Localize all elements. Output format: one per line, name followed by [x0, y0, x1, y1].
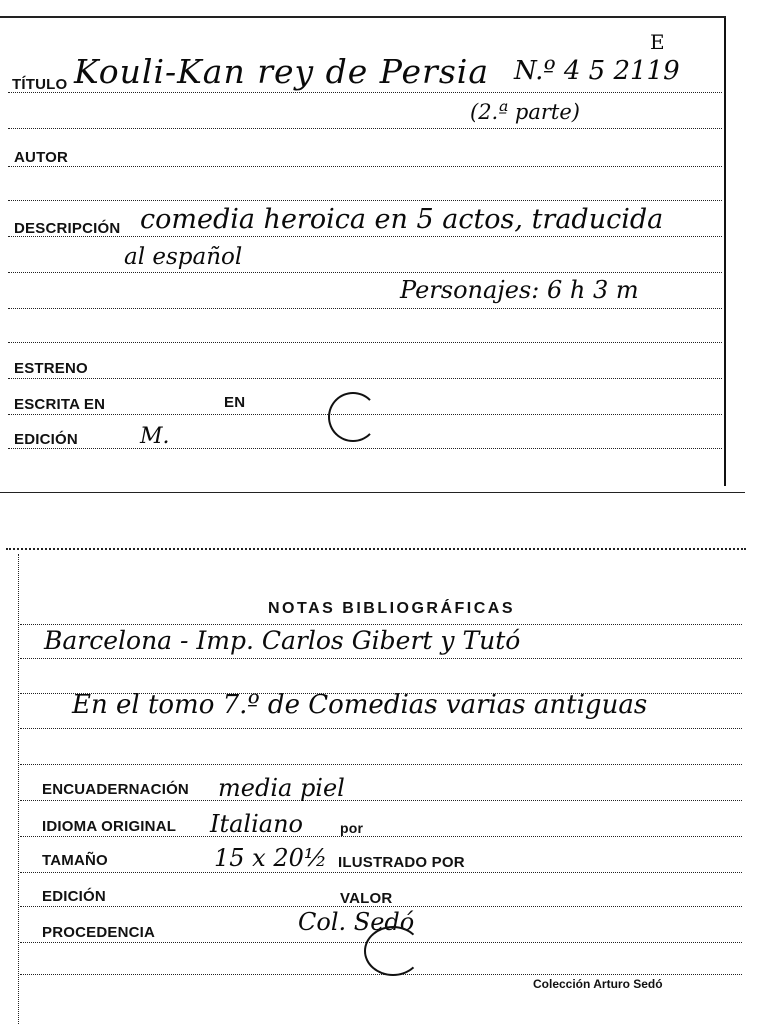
rule-line: [20, 658, 742, 659]
escrita-en-label: ESCRITA EN: [14, 396, 106, 413]
rule-line: [8, 448, 722, 449]
stamp-mark: [364, 926, 422, 976]
tamano-value: 15 x 20½: [214, 844, 328, 872]
idioma-label: IDIOMA ORIGINAL: [42, 818, 177, 835]
descripcion-line2: al español: [124, 244, 243, 270]
descripcion-line1: comedia heroica en 5 actos, traducida: [140, 204, 664, 235]
procedencia-label: PROCEDENCIA: [42, 924, 156, 941]
card-left-border: [18, 554, 19, 1024]
rule-line: [20, 836, 742, 837]
notas-heading: NOTAS BIBLIOGRÁFICAS: [268, 600, 516, 617]
rule-line: [20, 974, 742, 975]
notes-line1: Barcelona - Imp. Carlos Gibert y Tutó: [44, 626, 521, 655]
collection-credit: Colección Arturo Sedó: [533, 977, 663, 991]
stamp-mark: [328, 392, 378, 442]
personajes: Personajes: 6 h 3 m: [400, 276, 639, 304]
edicion-value: M.: [140, 424, 170, 449]
rule-line: [8, 308, 722, 309]
por-label: por: [340, 820, 364, 836]
ilustrado-label: ILUSTRADO POR: [338, 854, 465, 871]
rule-line: [20, 800, 742, 801]
idioma-value: Italiano: [210, 810, 303, 838]
card-right-border: [724, 18, 726, 486]
titulo-number: N.º 4 5 2119: [514, 56, 680, 86]
titulo-label: TÍTULO: [12, 76, 68, 93]
rule-line: [8, 200, 722, 201]
valor-label: VALOR: [340, 890, 393, 907]
descripcion-label: DESCRIPCIÓN: [14, 220, 121, 237]
edicion-label: EDICIÓN: [14, 431, 78, 448]
rule-line: [8, 378, 722, 379]
rule-line: [8, 272, 722, 273]
rule-line: [8, 342, 722, 343]
card-bottom-border: [0, 492, 745, 493]
rule-line: [20, 728, 742, 729]
catalog-card-back: [0, 540, 759, 1028]
encuadernacion-value: media piel: [218, 774, 345, 802]
autor-label: AUTOR: [14, 149, 69, 166]
rule-line: [8, 92, 722, 93]
rule-line: [20, 764, 742, 765]
card-top-border: [0, 16, 726, 18]
notes-line2: En el tomo 7.º de Comedias varias antiguas: [72, 690, 648, 720]
procedencia-value: Col. Sedó: [298, 908, 415, 936]
rule-line: [8, 128, 722, 129]
card-top-border: [6, 548, 746, 550]
catalog-card-front: [0, 0, 759, 500]
titulo-value: Kouli-Kan rey de Persia: [74, 52, 489, 91]
rule-line: [20, 872, 742, 873]
titulo-sub: (2.ª parte): [470, 100, 580, 124]
en-label: EN: [224, 394, 246, 411]
rule-line: [8, 166, 722, 167]
edicion-label: EDICIÓN: [42, 888, 106, 905]
tamano-label: TAMAÑO: [42, 852, 108, 869]
rule-line: [20, 624, 742, 625]
estreno-label: ESTRENO: [14, 360, 88, 377]
card-code: E: [650, 30, 665, 54]
encuadernacion-label: ENCUADERNACIÓN: [42, 781, 189, 798]
